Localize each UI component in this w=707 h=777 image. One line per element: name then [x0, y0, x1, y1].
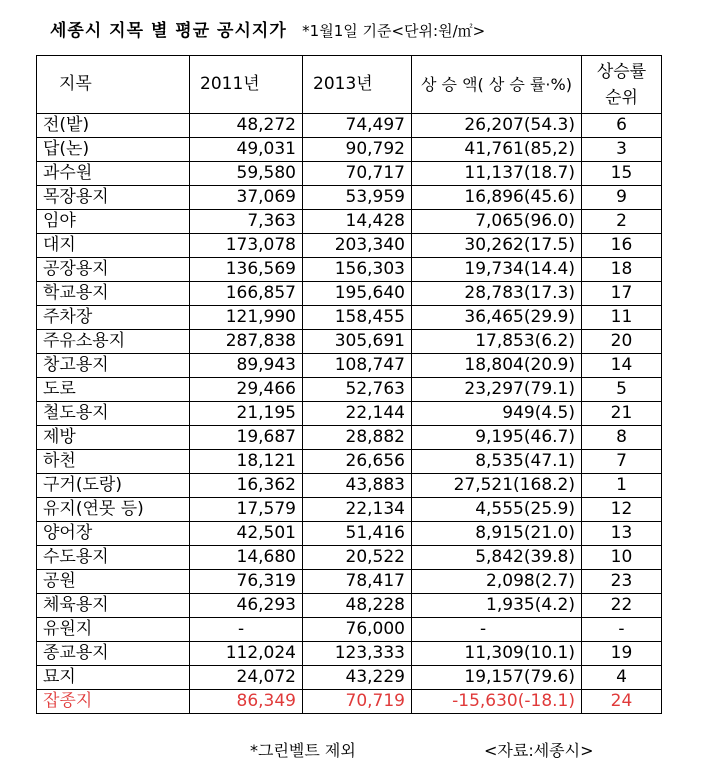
value-2013-cell: 14,428: [303, 210, 412, 234]
table-row: [37, 426, 662, 450]
value-2011-cell: 166,857: [190, 282, 303, 306]
value-2011-cell: 86,349: [190, 690, 303, 714]
rank-cell: 24: [582, 690, 662, 714]
value-2013-cell: 158,455: [303, 306, 412, 330]
change-cell: 19,734(14.4): [412, 258, 582, 282]
land-category-cell: 수도용지: [37, 546, 190, 570]
land-category-cell: 주유소용지: [37, 330, 190, 354]
land-category-cell: 철도용지: [37, 402, 190, 426]
table-row: [37, 690, 662, 714]
change-cell: 17,853(6.2): [412, 330, 582, 354]
rank-cell: -: [582, 618, 662, 642]
land-category-cell: 묘지: [37, 666, 190, 690]
rank-cell: 20: [582, 330, 662, 354]
rank-cell: 10: [582, 546, 662, 570]
land-category-cell: 대지: [37, 234, 190, 258]
value-2011-cell: 24,072: [190, 666, 303, 690]
rank-cell: 2: [582, 210, 662, 234]
land-category-cell: 도로: [37, 378, 190, 402]
value-2011-cell: 59,580: [190, 162, 303, 186]
value-2011-cell: 7,363: [190, 210, 303, 234]
change-cell: 2,098(2.7): [412, 570, 582, 594]
land-category-cell: 과수원: [37, 162, 190, 186]
value-2011-cell: 37,069: [190, 186, 303, 210]
value-2013-cell: 53,959: [303, 186, 412, 210]
rank-cell: 3: [582, 138, 662, 162]
rank-cell: 5: [582, 378, 662, 402]
value-2011-cell: 42,501: [190, 522, 303, 546]
land-category-cell: 창고용지: [37, 354, 190, 378]
table-row: [37, 330, 662, 354]
change-cell: 41,761(85,2): [412, 138, 582, 162]
table-row: [37, 570, 662, 594]
rank-cell: 15: [582, 162, 662, 186]
change-cell: 11,309(10.1): [412, 642, 582, 666]
rank-cell: 18: [582, 258, 662, 282]
value-2011-cell: 121,990: [190, 306, 303, 330]
change-cell: 27,521(168.2): [412, 474, 582, 498]
value-2011-cell: 46,293: [190, 594, 303, 618]
rank-cell: 17: [582, 282, 662, 306]
value-2011-cell: 287,838: [190, 330, 303, 354]
rank-cell: 13: [582, 522, 662, 546]
land-category-cell: 임야: [37, 210, 190, 234]
change-cell: 8,535(47.1): [412, 450, 582, 474]
change-cell: 8,915(21.0): [412, 522, 582, 546]
land-category-cell: 공원: [37, 570, 190, 594]
value-2013-cell: 22,134: [303, 498, 412, 522]
land-category-cell: 공장용지: [37, 258, 190, 282]
rank-cell: 23: [582, 570, 662, 594]
change-cell: 19,157(79.6): [412, 666, 582, 690]
table-row: [37, 498, 662, 522]
value-2011-cell: 112,024: [190, 642, 303, 666]
value-2011-cell: 136,569: [190, 258, 303, 282]
rank-cell: 22: [582, 594, 662, 618]
land-category-cell: 종교용지: [37, 642, 190, 666]
land-category-cell: 체육용지: [37, 594, 190, 618]
change-cell: 9,195(46.7): [412, 426, 582, 450]
change-cell: 1,935(4.2): [412, 594, 582, 618]
page-title: [50, 16, 485, 41]
title-main: 세종시 지목 별 평균 공시지가: [50, 21, 287, 41]
change-cell: 11,137(18.7): [412, 162, 582, 186]
value-2013-cell: 26,656: [303, 450, 412, 474]
rank-cell: 12: [582, 498, 662, 522]
value-2013-cell: 74,497: [303, 114, 412, 138]
value-2013-cell: 51,416: [303, 522, 412, 546]
table-row: [37, 138, 662, 162]
value-2013-cell: 70,719: [303, 690, 412, 714]
table-row: [37, 306, 662, 330]
table-row: [37, 378, 662, 402]
value-2013-cell: 20,522: [303, 546, 412, 570]
rank-cell: 7: [582, 450, 662, 474]
table-row: [37, 594, 662, 618]
value-2013-cell: 48,228: [303, 594, 412, 618]
value-2013-cell: 22,144: [303, 402, 412, 426]
header-change: 상 승 액( 상 승 률·%): [412, 56, 582, 114]
land-category-cell: 목장용지: [37, 186, 190, 210]
value-2013-cell: 28,882: [303, 426, 412, 450]
value-2013-cell: 156,303: [303, 258, 412, 282]
rank-cell: 6: [582, 114, 662, 138]
table-header-row: [37, 56, 662, 114]
footnote: *그린벨트 제외: [250, 741, 356, 760]
change-cell: 30,262(17.5): [412, 234, 582, 258]
value-2013-cell: 70,717: [303, 162, 412, 186]
change-cell: 26,207(54.3): [412, 114, 582, 138]
land-category-cell: 잡종지: [37, 690, 190, 714]
table-row: [37, 354, 662, 378]
table-row: [37, 234, 662, 258]
rank-cell: 4: [582, 666, 662, 690]
rank-cell: 8: [582, 426, 662, 450]
table-row: [37, 402, 662, 426]
land-category-cell: 제방: [37, 426, 190, 450]
table-row: [37, 258, 662, 282]
value-2011-cell: 48,272: [190, 114, 303, 138]
change-cell: 23,297(79.1): [412, 378, 582, 402]
value-2011-cell: 14,680: [190, 546, 303, 570]
change-cell: 36,465(29.9): [412, 306, 582, 330]
table-row: [37, 642, 662, 666]
value-2011-cell: 76,319: [190, 570, 303, 594]
table-row: [37, 666, 662, 690]
header-2011: 2011년: [190, 56, 303, 114]
value-2013-cell: 43,883: [303, 474, 412, 498]
value-2013-cell: 43,229: [303, 666, 412, 690]
table-row: [37, 114, 662, 138]
change-cell: 5,842(39.8): [412, 546, 582, 570]
rank-cell: 11: [582, 306, 662, 330]
source-note: <자료:세종시>: [484, 741, 594, 760]
table-row: [37, 282, 662, 306]
value-2013-cell: 108,747: [303, 354, 412, 378]
land-category-cell: 주차장: [37, 306, 190, 330]
change-cell: 7,065(96.0): [412, 210, 582, 234]
change-cell: 4,555(25.9): [412, 498, 582, 522]
value-2011-cell: 173,078: [190, 234, 303, 258]
value-2013-cell: 203,340: [303, 234, 412, 258]
value-2011-cell: 21,195: [190, 402, 303, 426]
value-2013-cell: 123,333: [303, 642, 412, 666]
table-row: [37, 522, 662, 546]
rank-cell: 21: [582, 402, 662, 426]
value-2011-cell: 18,121: [190, 450, 303, 474]
table-row: [37, 186, 662, 210]
value-2011-cell: 19,687: [190, 426, 303, 450]
land-category-cell: 구거(도랑): [37, 474, 190, 498]
value-2013-cell: 195,640: [303, 282, 412, 306]
header-rank: 상승률 순위: [582, 56, 662, 114]
rank-cell: 16: [582, 234, 662, 258]
rank-cell: 14: [582, 354, 662, 378]
land-category-cell: 학교용지: [37, 282, 190, 306]
value-2013-cell: 76,000: [303, 618, 412, 642]
table-row: [37, 474, 662, 498]
value-2011-cell: -: [190, 618, 303, 642]
land-category-cell: 유원지: [37, 618, 190, 642]
title-subtitle: *1월1일 기준<단위:원/㎡>: [302, 22, 486, 40]
value-2011-cell: 17,579: [190, 498, 303, 522]
value-2013-cell: 305,691: [303, 330, 412, 354]
change-cell: -: [412, 618, 582, 642]
value-2013-cell: 52,763: [303, 378, 412, 402]
value-2011-cell: 89,943: [190, 354, 303, 378]
table-row: [37, 210, 662, 234]
table-row: [37, 162, 662, 186]
rank-cell: 9: [582, 186, 662, 210]
change-cell: 949(4.5): [412, 402, 582, 426]
change-cell: 18,804(20.9): [412, 354, 582, 378]
value-2013-cell: 78,417: [303, 570, 412, 594]
header-2013: 2013년: [303, 56, 412, 114]
table-row: [37, 450, 662, 474]
land-category-cell: 전(밭): [37, 114, 190, 138]
value-2011-cell: 29,466: [190, 378, 303, 402]
header-land-category: 지목: [37, 56, 190, 114]
rank-cell: 1: [582, 474, 662, 498]
value-2013-cell: 90,792: [303, 138, 412, 162]
rank-cell: 19: [582, 642, 662, 666]
value-2011-cell: 16,362: [190, 474, 303, 498]
land-price-table: [36, 55, 662, 714]
change-cell: 16,896(45.6): [412, 186, 582, 210]
land-category-cell: 양어장: [37, 522, 190, 546]
value-2011-cell: 49,031: [190, 138, 303, 162]
change-cell: 28,783(17.3): [412, 282, 582, 306]
table-row: [37, 618, 662, 642]
land-category-cell: 답(논): [37, 138, 190, 162]
table-body: [37, 114, 662, 714]
land-category-cell: 유지(연못 등): [37, 498, 190, 522]
land-category-cell: 하천: [37, 450, 190, 474]
table-row: [37, 546, 662, 570]
change-cell: -15,630(-18.1): [412, 690, 582, 714]
